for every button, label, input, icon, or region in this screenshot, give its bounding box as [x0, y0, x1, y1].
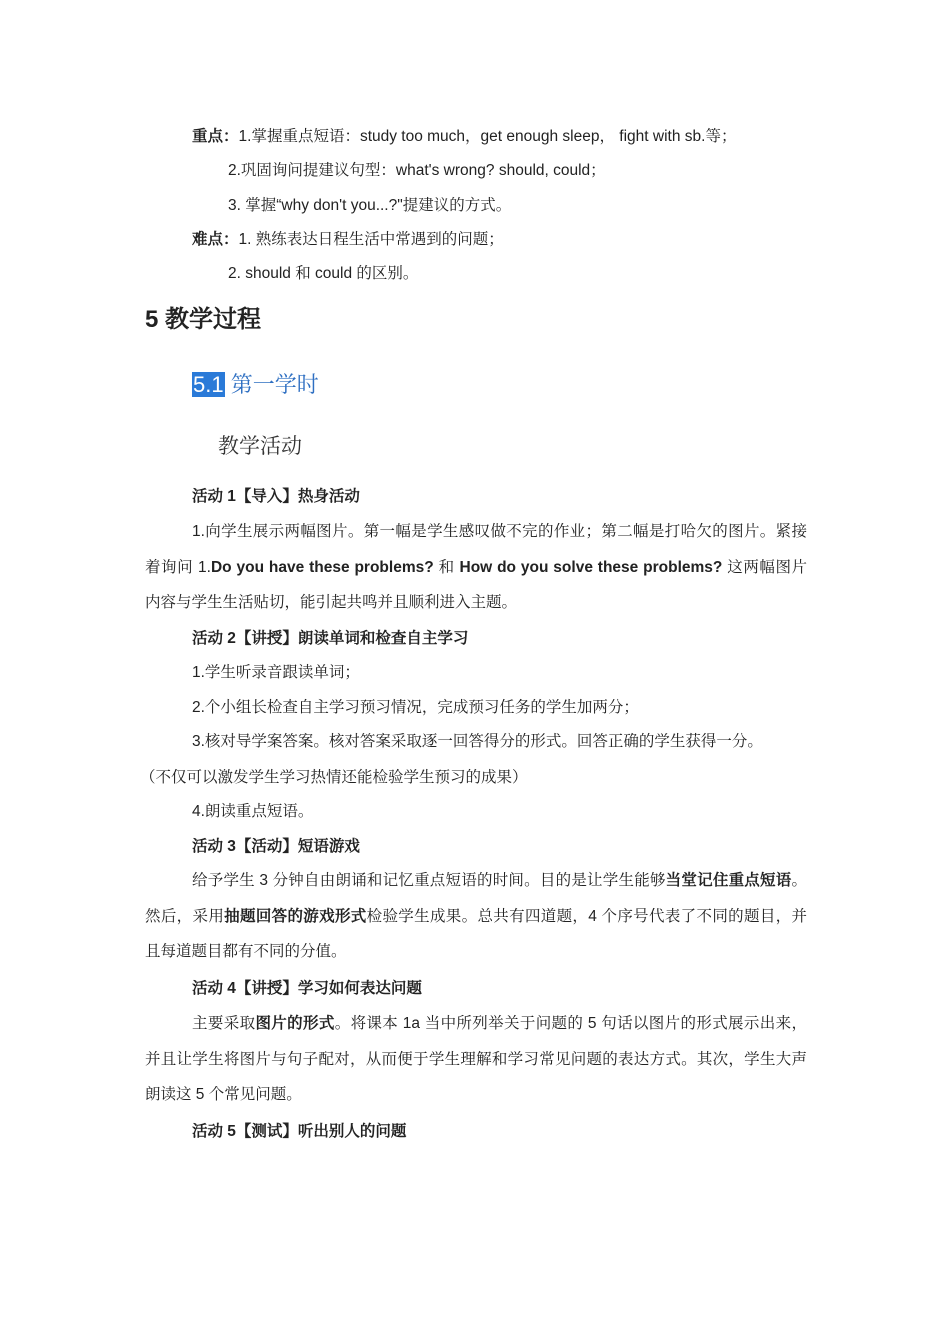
activity-2-item-2: 2.个小组长检查自主学习预习情况，完成预习任务的学生加两分； — [192, 699, 639, 716]
subsection-name: 第一学时 — [230, 372, 319, 397]
activity-3-emphasis-2: 抽题回答的游戏形式 — [224, 907, 367, 925]
activities-heading: 教学活动 — [218, 435, 302, 458]
activity-1-text-c: 和 — [433, 558, 460, 576]
activity-4-paragraph — [145, 1006, 807, 1113]
activity-1-text-a: 1.向学生展示两幅图片。第一幅是学生感叹做不完的作业；第二幅是打哈欠的图片。紧接着询问 1. — [145, 523, 807, 576]
activity-3-title: 活动 3【活动】短语游戏 — [192, 838, 360, 855]
activity-3-text-e: 检验学生成果。总共有四道题，4 个序号代表了不同的题目，并且每道题目都有不同的分值。 — [145, 907, 807, 960]
section-title: 5 教学过程 — [145, 306, 262, 333]
difficult-points-label: 难点： — [192, 231, 239, 248]
key-points-item-3: 3. 掌握“why don't you...?"提建议的方式。 — [228, 197, 512, 214]
key-points-item-2: 2.巩固询问提建议句型：what's wrong? should, could； — [228, 162, 606, 179]
subsection-number: 5.1 — [193, 372, 224, 397]
activity-4-emphasis: 图片的形式 — [255, 1015, 335, 1032]
activity-1-text-e: 这两幅图片内容与学生生活贴切，能引起共鸣并且顺利进入主题。 — [145, 558, 808, 611]
activity-2-item-3: 3.核对导学案答案。核对答案采取逐一回答得分的形式。回答正确的学生获得一分。 — [192, 733, 763, 750]
difficult-points-line-1 — [192, 229, 504, 251]
activity-3-text-a: 给予学生 3 分钟自由朗诵和记忆重点短语的时间。目的是让学生能够 — [192, 872, 666, 889]
difficult-points-item-2: 2. should 和 could 的区别。 — [228, 265, 419, 282]
key-points-label: 重点： — [192, 128, 239, 145]
key-points-line-1 — [192, 126, 736, 148]
key-points-item-1: 1.掌握重点短语：study too much，get enough sleep， fight with sb.等； — [238, 128, 737, 145]
activity-2-item-1: 1.学生听录音跟读单词； — [192, 664, 360, 681]
difficult-points-item-1: 1. 熟练表达日程生活中常遇到的问题； — [238, 231, 504, 248]
activity-4-text-a: 主要采取 — [192, 1015, 256, 1032]
activity-5-title: 活动 5【测试】听出别人的问题 — [192, 1123, 407, 1140]
activity-2-item-3-note: （不仅可以激发学生学习热情还能检验学生预习的成果） — [140, 769, 528, 786]
activity-4-title: 活动 4【讲授】学习如何表达问题 — [192, 980, 422, 997]
activity-1-question-2: How do you solve these problems? — [459, 558, 723, 576]
activity-2-title: 活动 2【讲授】朗读单词和检查自主学习 — [192, 630, 469, 647]
subsection-title — [192, 370, 319, 400]
activity-3-text-c: 。然后，采用 — [145, 872, 807, 925]
activity-3-emphasis-1: 当堂记住重点短语 — [665, 872, 792, 889]
activity-1-title: 活动 1【导入】热身活动 — [192, 488, 360, 505]
activity-4-text-c: 。将课本 1a 当中所列举关于问题的 5 句话以图片的形式展示出来，并且让学生将图片与句子配对，从而便于学生理解和学习常见问题的表达方式。其次，学生大声朗读这 5 个常见问题。 — [145, 1015, 807, 1103]
activity-2-item-4: 4.朗读重点短语。 — [192, 803, 314, 820]
activity-1-question-1: Do you have these problems? — [210, 558, 434, 576]
activity-1-paragraph — [145, 514, 807, 621]
activity-3-paragraph — [145, 863, 807, 970]
